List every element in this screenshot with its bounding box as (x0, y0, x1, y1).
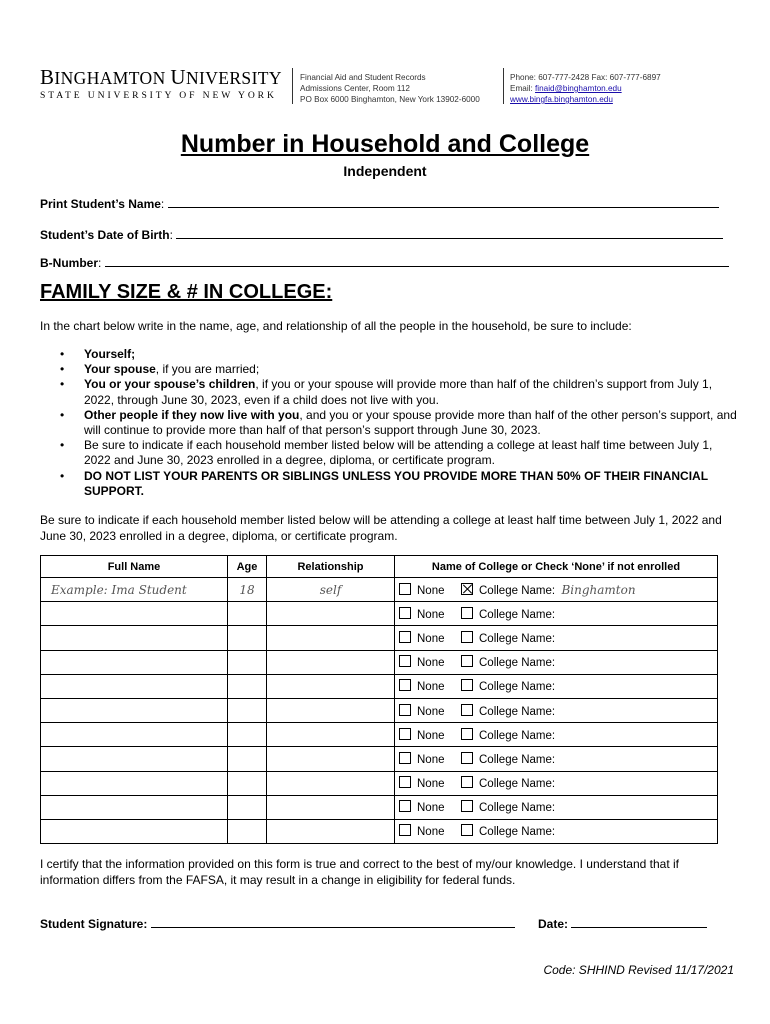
bnumber-field: B-Number: (40, 256, 729, 270)
table-header-row (41, 556, 718, 578)
student-name-field: Print Student’s Name: (40, 197, 719, 211)
name-cell[interactable] (41, 602, 228, 626)
table-row (41, 674, 718, 698)
college-cell: None College Name: (395, 626, 718, 650)
college-checkbox[interactable] (461, 655, 473, 667)
college-cell: None College Name: (395, 698, 718, 722)
table-row (41, 771, 718, 795)
none-checkbox[interactable] (399, 704, 411, 716)
instruction-list (60, 347, 740, 499)
signature-line[interactable] (151, 918, 515, 928)
age-cell[interactable] (228, 626, 267, 650)
list-item: • Your spouse, if you are married; (60, 362, 740, 377)
form-code: Code: SHHIND Revised 11/17/2021 (543, 963, 734, 977)
none-checkbox[interactable] (399, 752, 411, 764)
example-row (41, 578, 718, 602)
college-checkbox[interactable] (461, 704, 473, 716)
table-row (41, 747, 718, 771)
university-logo (40, 65, 282, 101)
relationship-cell[interactable] (267, 698, 395, 722)
dob-field: Student’s Date of Birth: (40, 228, 723, 242)
age-cell[interactable] (228, 723, 267, 747)
example-relationship: self (267, 578, 395, 602)
none-checkbox[interactable] (399, 655, 411, 667)
college-checkbox[interactable] (461, 631, 473, 643)
header-age: Age (228, 556, 267, 578)
relationship-cell[interactable] (267, 795, 395, 819)
relationship-cell[interactable] (267, 819, 395, 843)
list-item: • Yourself; (60, 347, 740, 362)
household-table (40, 555, 718, 844)
table-row (41, 723, 718, 747)
list-item: • DO NOT LIST YOUR PARENTS OR SIBLINGS UNLESS YOU PROVIDE MORE THAN 50% OF THEIR FINANCIAL SUPPORT. (60, 469, 740, 499)
header-relationship: Relationship (267, 556, 395, 578)
age-cell[interactable] (228, 602, 267, 626)
date-line[interactable] (571, 918, 707, 928)
office-address: Financial Aid and Student Records Admissions Center, Room 112 PO Box 6000 Binghamton, New York 13902-6000 (300, 73, 480, 104)
page-title: Number in Household and College (180, 130, 590, 158)
signature-field: Student Signature: (40, 917, 515, 931)
name-cell[interactable] (41, 795, 228, 819)
certification-text: I certify that the information provided on this form is true and correct to the best of my/our knowledge. I understand that if information differs from the FAFSA, it may result in a change in eligibility for federal funds. (40, 857, 679, 887)
table-row (41, 819, 718, 843)
intro-text: In the chart below write in the name, age, and relationship of all the people in the household, be sure to include: (40, 319, 632, 333)
college-checkbox[interactable] (461, 728, 473, 740)
logo-wordmark: BINGHAMTON UNIVERSITY (40, 65, 282, 89)
college-cell: None College Name: (395, 795, 718, 819)
college-checkbox[interactable] (461, 776, 473, 788)
example-name: Example: Ima Student (41, 578, 228, 602)
age-cell[interactable] (228, 795, 267, 819)
table-row (41, 602, 718, 626)
none-checkbox[interactable] (399, 800, 411, 812)
table-row (41, 650, 718, 674)
none-checkbox[interactable] (399, 631, 411, 643)
example-college-cell: None College Name: Binghamton (395, 578, 718, 602)
table-row (41, 795, 718, 819)
college-cell: None College Name: (395, 723, 718, 747)
header-full-name: Full Name (41, 556, 228, 578)
college-checkbox[interactable] (461, 824, 473, 836)
name-cell[interactable] (41, 698, 228, 722)
page-subtitle: Independent (343, 163, 427, 179)
college-cell: None College Name: (395, 602, 718, 626)
relationship-cell[interactable] (267, 771, 395, 795)
none-checkbox[interactable] (399, 679, 411, 691)
name-cell[interactable] (41, 771, 228, 795)
website-link[interactable]: www.bingfa.binghamton.edu (510, 95, 613, 104)
college-cell: None College Name: (395, 819, 718, 843)
enrollment-note: Be sure to indicate if each household member listed below will be attending a college at least half time between July 1, 2022 and June 30, 2023 enrolled in a degree, diploma, or certificate program. (40, 513, 722, 543)
college-checkbox[interactable] (461, 607, 473, 619)
list-item: • Other people if they now live with you, and you or your spouse provide more than half of the other person’s support, and will continue to provide more than half of that person’s support through June 30, 2023. (60, 408, 740, 438)
header-divider (292, 68, 293, 104)
none-checkbox[interactable] (399, 824, 411, 836)
college-cell: None College Name: (395, 650, 718, 674)
age-cell[interactable] (228, 771, 267, 795)
student-name-line[interactable] (168, 198, 719, 208)
bnumber-line[interactable] (105, 257, 729, 267)
name-cell[interactable] (41, 819, 228, 843)
list-item: • You or your spouse’s children, if you or your spouse will provide more than half of the children’s support from July 1, 2022, through June 30, 2023, even if a child does not live with you. (60, 377, 740, 407)
college-cell: None College Name: (395, 747, 718, 771)
age-cell[interactable] (228, 674, 267, 698)
relationship-cell[interactable] (267, 626, 395, 650)
date-field: Date: (538, 917, 707, 931)
college-cell: None College Name: (395, 674, 718, 698)
age-cell[interactable] (228, 747, 267, 771)
none-checkbox[interactable] (399, 776, 411, 788)
relationship-cell[interactable] (267, 602, 395, 626)
name-cell[interactable] (41, 674, 228, 698)
table-row (41, 626, 718, 650)
table-row (41, 698, 718, 722)
list-item: • Be sure to indicate if each household member listed below will be attending a college at least half time between July 1, 2022 and June 30, 2023 enrolled in a degree, diploma, or certificate program. (60, 438, 740, 468)
name-cell[interactable] (41, 723, 228, 747)
none-checkbox[interactable] (399, 583, 411, 595)
example-age: 18 (228, 578, 267, 602)
phone-fax: Phone: 607-777-2428 Fax: 607-777-6897 (510, 73, 661, 82)
email-link[interactable]: finaid@binghamton.edu (535, 84, 622, 93)
college-checkbox[interactable] (461, 679, 473, 691)
example-college-name: Binghamton (561, 582, 636, 597)
age-cell[interactable] (228, 819, 267, 843)
none-checkbox[interactable] (399, 728, 411, 740)
name-cell[interactable] (41, 650, 228, 674)
none-checkbox[interactable] (399, 607, 411, 619)
name-cell[interactable] (41, 626, 228, 650)
age-cell[interactable] (228, 650, 267, 674)
college-checkbox[interactable] (461, 800, 473, 812)
name-cell[interactable] (41, 747, 228, 771)
logo-subtitle: STATE UNIVERSITY OF NEW YORK (40, 90, 277, 101)
header-college: Name of College or Check ‘None’ if not enrolled (395, 556, 718, 578)
age-cell[interactable] (228, 698, 267, 722)
section-title: FAMILY SIZE & # IN COLLEGE: (40, 281, 333, 303)
relationship-cell[interactable] (267, 747, 395, 771)
contact-info: Phone: 607-777-2428 Fax: 607-777-6897 Email: finaid@binghamton.edu www.bingfa.binghamton.edu (510, 73, 661, 104)
dob-line[interactable] (176, 229, 723, 239)
relationship-cell[interactable] (267, 650, 395, 674)
header-divider (503, 68, 504, 104)
relationship-cell[interactable] (267, 674, 395, 698)
relationship-cell[interactable] (267, 723, 395, 747)
college-cell: None College Name: (395, 771, 718, 795)
college-checkbox[interactable] (461, 752, 473, 764)
college-checkbox-checked[interactable] (461, 583, 473, 595)
